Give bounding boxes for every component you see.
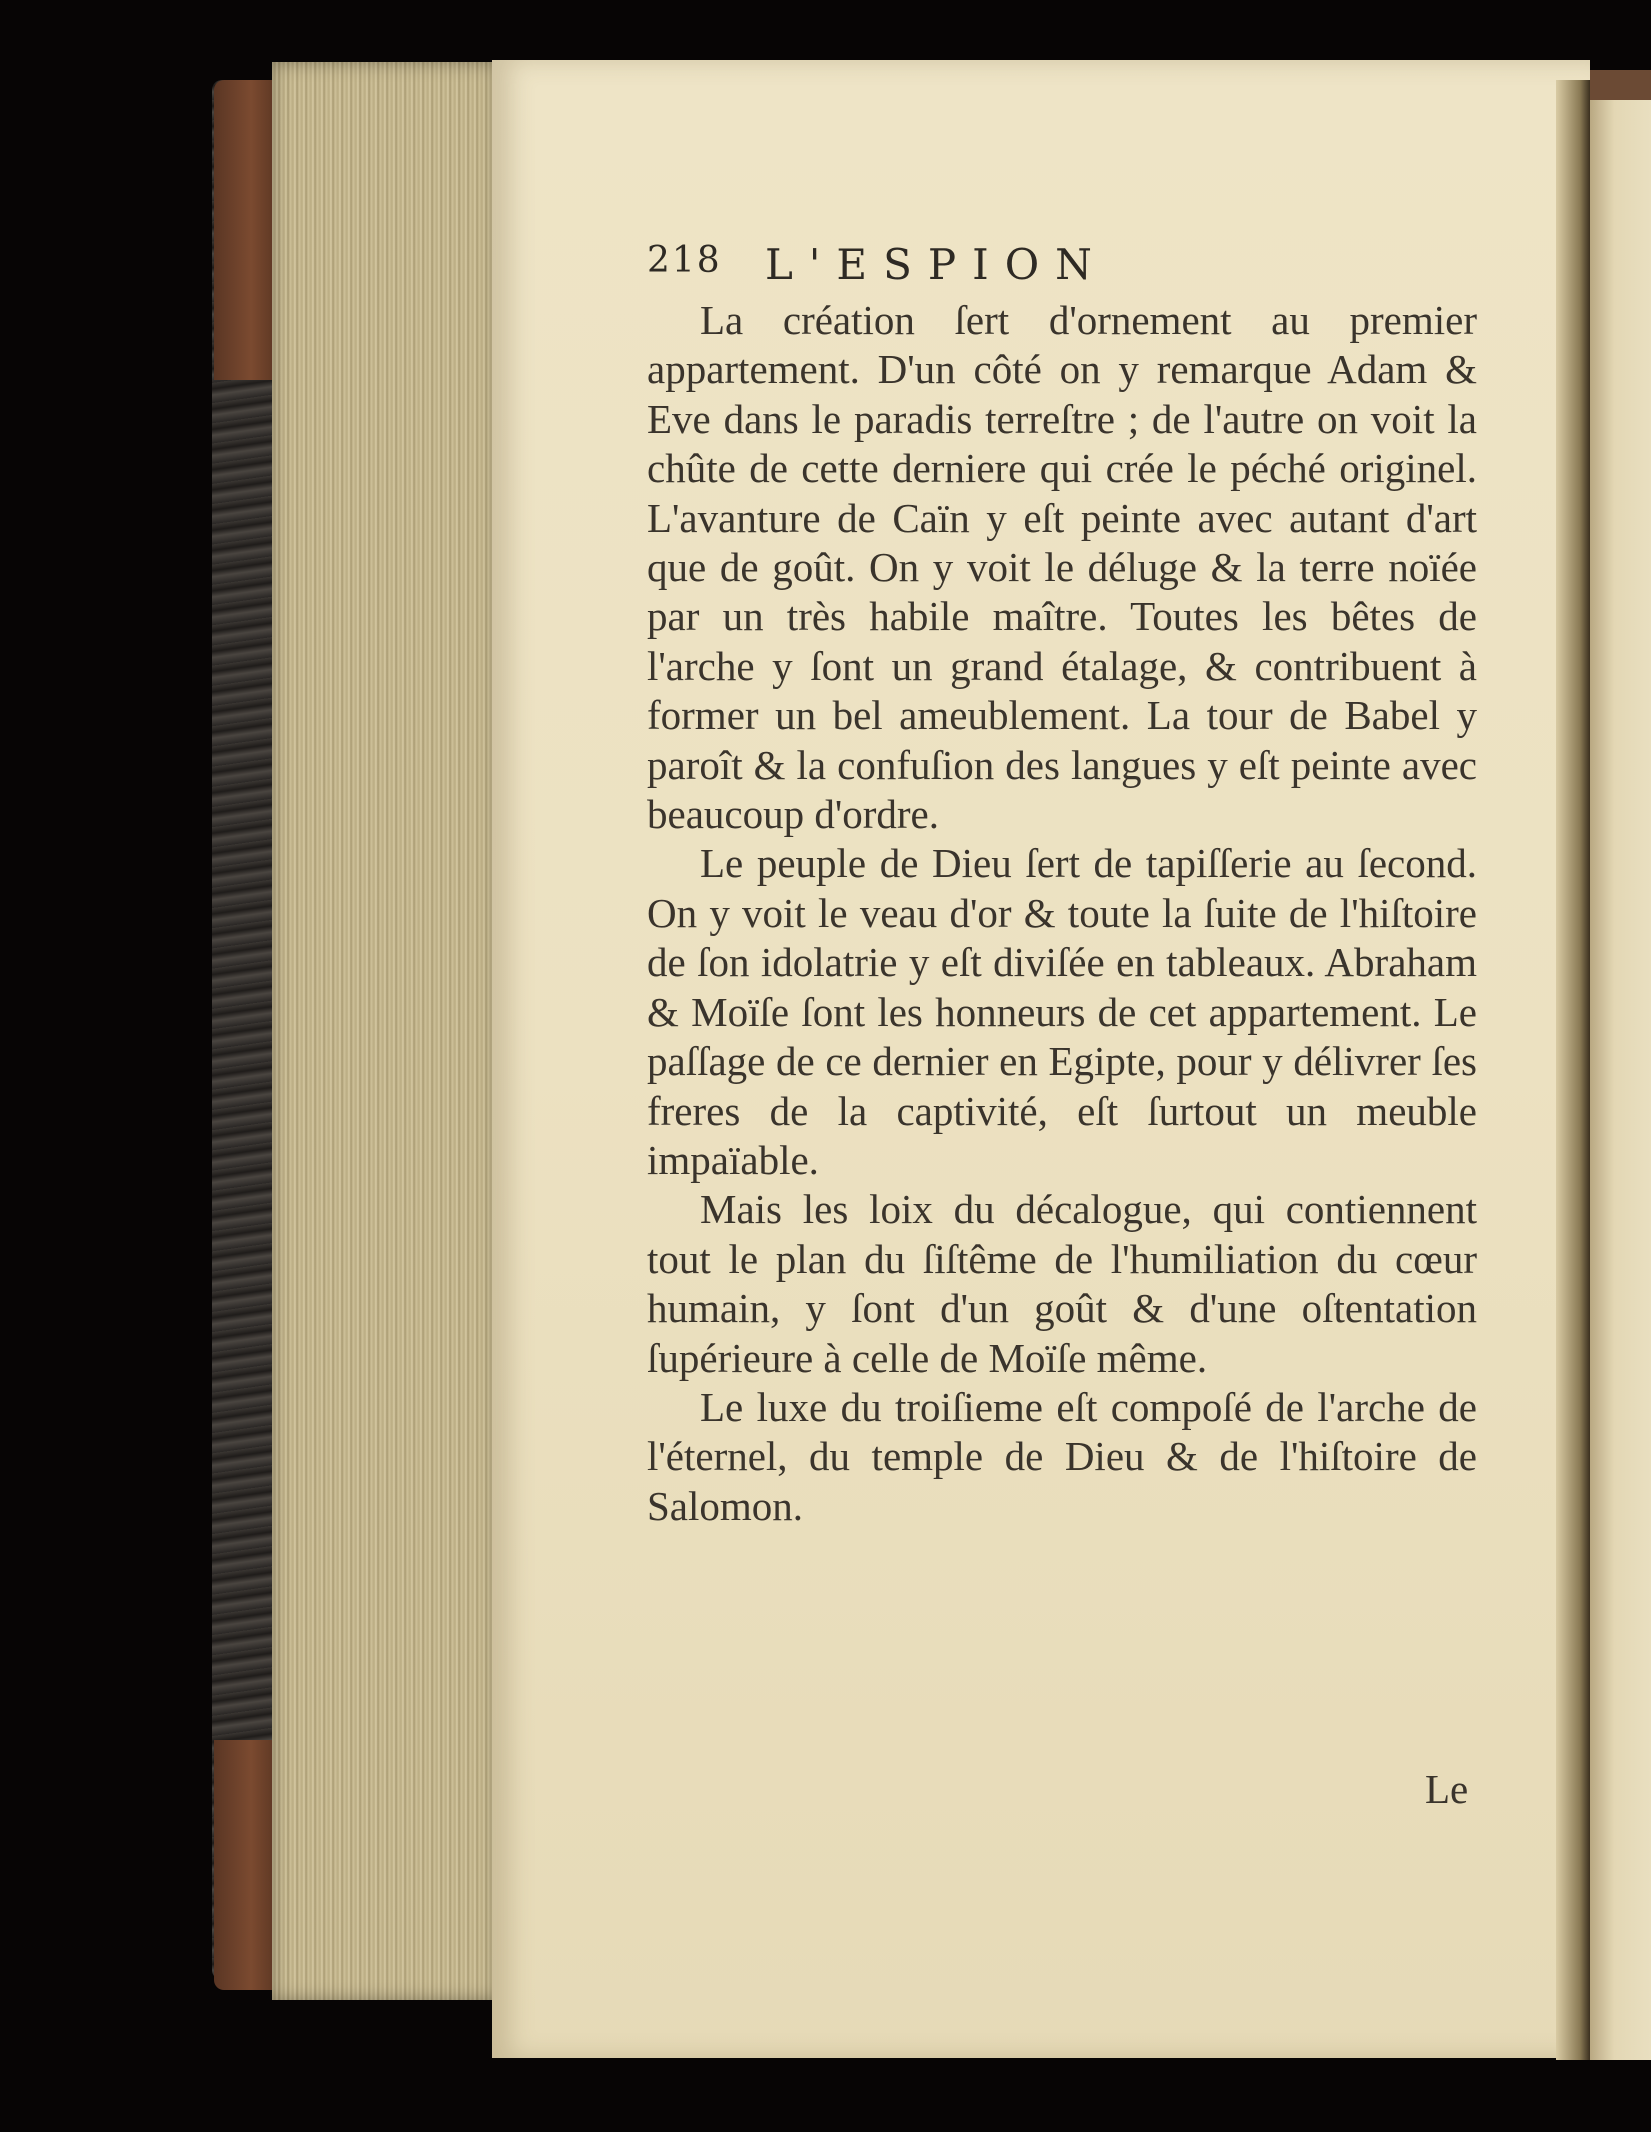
paragraph: La création ſert d'ornement au premier appartement. D'un côté on y remarque Adam & Eve dans le paradis terreſtre ; de l'autre on voit la chûte de cette derniere qui crée le péché originel. L'avanture de Caïn y eſt peinte avec autant d'art que de goût. On y voit le déluge & la terre noïée par un très habile maître. Toutes les bêtes de l'arche y ſont un grand étalage, & contribuent à former un bel ameublement. La tour de Babel y paroît & la confuſion des langues y eſt peinte avec beaucoup d'ordre. [647, 297, 1477, 838]
page-header [647, 240, 1297, 300]
page-edges-stack [272, 62, 498, 2000]
paragraph: Mais les loix du décalogue, qui contiennent tout le plan du ſiſtême de l'humiliation du cœur humain, y ſont d'un goût & d'une oſtentation ſupérieure à celle de Moïſe même. [647, 1186, 1477, 1381]
paragraph: Le peuple de Dieu ſert de tapiſſerie au ſecond. On y voit le veau d'or & toute la ſuite de l'hiſtoire de ſon idolatrie y eſt diviſée en tableaux. Abraham & Moïſe ſont les honneurs de cet appartement. Le paſſage de ce dernier en Egipte, pour y délivrer ſes freres de la captivité, eſt ſurtout un meuble impaïable. [647, 840, 1477, 1183]
page-number: 218 [647, 240, 722, 281]
facing-page-sliver [1590, 100, 1651, 2060]
running-title: L'ESPION [765, 240, 1108, 289]
page-gutter [1556, 80, 1590, 2060]
body-text [647, 296, 1477, 1531]
catchword: Le [1425, 1766, 1469, 1812]
paragraph: Le luxe du troiſieme eſt compoſé de l'arche de l'éternel, du temple de Dieu & de l'hiſtoire de Salomon. [647, 1383, 1477, 1529]
